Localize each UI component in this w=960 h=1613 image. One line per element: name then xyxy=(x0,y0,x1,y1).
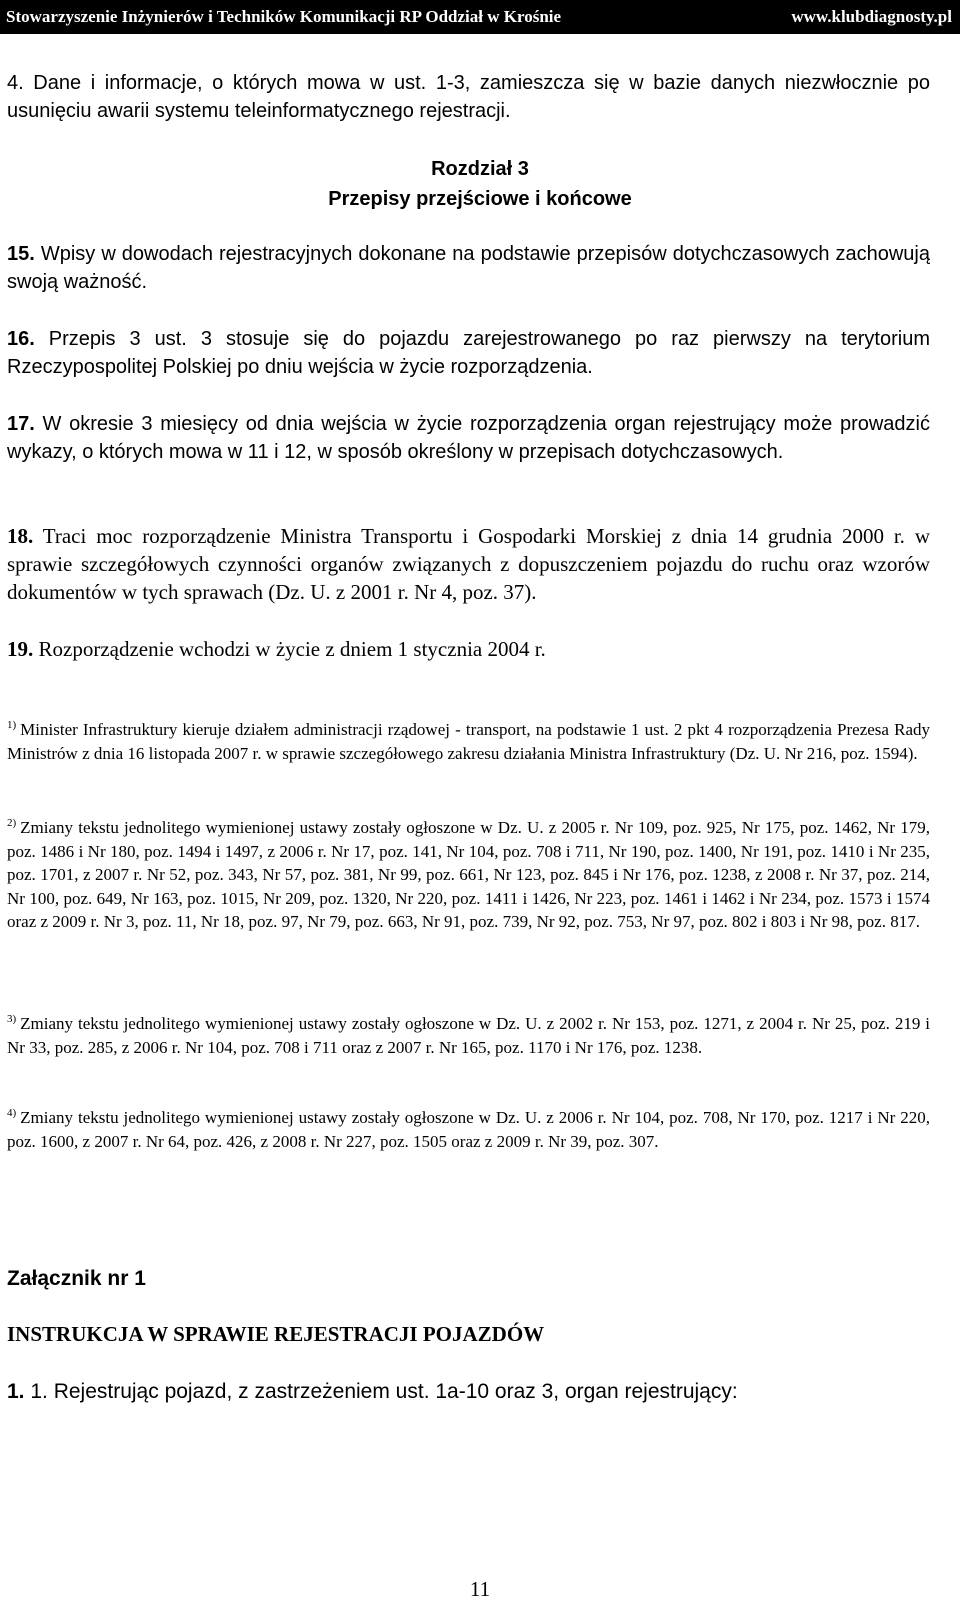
paragraph-17 xyxy=(7,410,930,466)
chapter-subtitle: Przepisy przejściowe i końcowe xyxy=(328,188,632,210)
footnote-text: Zmiany tekstu jednolitego wymienionej ustawy zostały ogłoszone w Dz. U. z 2002 r. Nr 153, poz. 1271, z 2004 r. Nr 25, poz. 219 i Nr 33, poz. 285, z 2006 r. Nr 104, poz. 708 i 711 oraz z 2007 r. Nr 165, poz. 1170 i Nr 176, poz. 1238. xyxy=(7,1014,930,1057)
paragraph-18-text: Traci moc rozporządzenie Ministra Transportu i Gospodarki Morskiej z dnia 14 grudnia 2000 r. w sprawie szczegółowych czynności organów związanych z dopuszczeniem pojazdu do ruchu oraz wzorów dokumentów w tych sprawach (Dz. U. z 2001 r. Nr 4, poz. 37). xyxy=(7,524,930,604)
footnote-2 xyxy=(7,816,930,934)
instruction-title: INSTRUKCJA W SPRAWIE REJESTRACJI POJAZDÓW xyxy=(7,1322,545,1346)
paragraph-17-number: 17. xyxy=(7,413,35,435)
paragraph-15-number: 15. xyxy=(7,243,35,265)
annex-item-1 xyxy=(7,1378,930,1406)
paragraph-19-text: Rozporządzenie wchodzi w życie z dniem 1 stycznia 2004 r. xyxy=(33,637,546,661)
page-number: 11 xyxy=(469,1577,491,1601)
footnote-text: Zmiany tekstu jednolitego wymienionej ustawy zostały ogłoszone w Dz. U. z 2006 r. Nr 104, poz. 708, Nr 170, poz. 1217 i Nr 220, poz. 1600, z 2007 r. Nr 64, poz. 426, z 2008 r. Nr 227, poz. 1505 oraz z 2009 r. Nr 39, poz. 307. xyxy=(7,1108,930,1151)
footnote-4 xyxy=(7,1106,930,1153)
paragraph-16-text: Przepis 3 ust. 3 stosuje się do pojazdu zarejestrowanego po raz pierwszy na terytorium Rzeczypospolitej Polskiej po dniu wejścia w życie rozporządzenia. xyxy=(7,328,930,378)
footnote-mark: 2) xyxy=(7,817,17,829)
footnote-mark: 4) xyxy=(7,1107,17,1119)
paragraph-16 xyxy=(7,325,930,381)
paragraph-15 xyxy=(7,240,930,296)
paragraph-19-number: 19. xyxy=(7,637,34,661)
annex-item-text: 1. Rejestrując pojazd, z zastrzeżeniem ust. 1a-10 oraz 3, organ rejestrujący: xyxy=(24,1380,738,1403)
annex-item-number: 1. xyxy=(7,1380,25,1403)
annex-title: Załącznik nr 1 xyxy=(7,1267,146,1290)
paragraph-4: 4. Dane i informacje, o których mowa w ust. 1-3, zamieszcza się w bazie danych niezwłocznie po usunięciu awarii systemu teleinformatycznego rejestracji. xyxy=(7,72,930,122)
footnote-text: Zmiany tekstu jednolitego wymienionej ustawy zostały ogłoszone w Dz. U. z 2005 r. Nr 109, poz. 925, Nr 175, poz. 1462, Nr 179, poz. 1486 i Nr 180, poz. 1494 i 1497, z 2006 r. Nr 17, poz. 141, Nr 104, poz. 708 i 711, Nr 190, poz. 1400, Nr 191, poz. 1410 i Nr 235, poz. 1701, z 2007 r. Nr 52, poz. 343, Nr 57, poz. 381, Nr 99, poz. 661, Nr 123, poz. 845 i Nr 176, poz. 1238, z 2008 r. Nr 37, poz. 214, Nr 100, poz. 649, Nr 163, poz. 1015, Nr 209, poz. 1320, Nr 220, poz. 1411 i 1426, Nr 223, poz. 1461 i 1462 i Nr 234, poz. 1573 i 1574 oraz z 2009 r. Nr 3, poz. 11, Nr 18, poz. 97, Nr 79, poz. 663, Nr 91, poz. 739, Nr 92, poz. 753, Nr 97, poz. 802 i 803 i Nr 98, poz. 817. xyxy=(7,818,930,931)
header-website: www.klubdiagnosty.pl xyxy=(791,7,952,26)
paragraph-17-text: W okresie 3 miesięcy od dnia wejścia w życie rozporządzenia organ rejestrujący może prowadzić wykazy, o których mowa w 11 i 12, w sposób określony w przepisach dotychczasowych. xyxy=(7,413,930,463)
footnote-3 xyxy=(7,1012,930,1059)
paragraph-15-text: Wpisy w dowodach rejestracyjnych dokonane na podstawie przepisów dotychczasowych zachowują swoją ważność. xyxy=(7,243,930,293)
paragraph-18 xyxy=(7,522,930,606)
footnote-mark: 1) xyxy=(7,719,17,731)
footnote-1 xyxy=(7,718,930,765)
paragraph-18-number: 18. xyxy=(7,524,34,548)
paragraph-16-number: 16. xyxy=(7,328,35,350)
page-header xyxy=(0,0,960,34)
footnote-mark: 3) xyxy=(7,1013,17,1025)
paragraph-19 xyxy=(7,635,930,663)
footnote-text: Minister Infrastruktury kieruje działem administracji rządowej - transport, na podstawie 1 ust. 2 pkt 4 rozporządzenia Prezesa Rady Ministrów z dnia 16 listopada 2007 r. w sprawie szczegółowego zakresu działania Ministra Infrastruktury (Dz. U. Nr 216, poz. 1594). xyxy=(7,720,930,763)
header-organization: Stowarzyszenie Inżynierów i Techników Komunikacji RP Oddział w Krośnie xyxy=(6,7,562,26)
chapter-title: Rozdział 3 xyxy=(431,158,529,180)
